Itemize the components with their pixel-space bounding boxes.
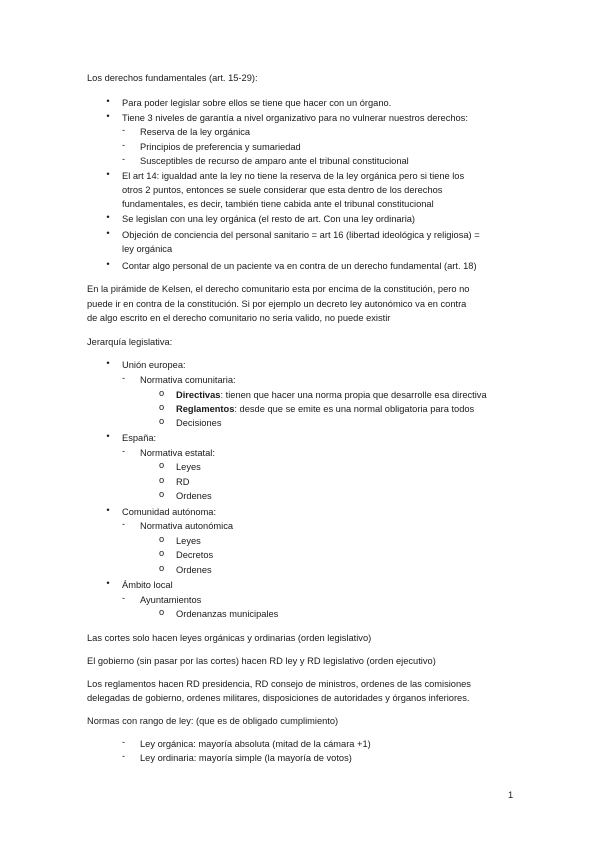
- bullet: •: [106, 169, 110, 179]
- cortes-text: Las cortes solo hacen leyes orgánicas y ordinarias (orden legislativo): [87, 633, 372, 643]
- dash: -: [122, 446, 126, 456]
- rights-bullet: Tiene 3 niveles de garantía a nivel organizativo para no vulnerar nuestros derechos:: [122, 113, 468, 123]
- spain-sub: Normativa estatal:: [140, 448, 215, 458]
- objection-line: ley orgánica: [122, 244, 173, 254]
- bullet: •: [106, 259, 110, 269]
- guarantee-level: Reserva de la ley orgánica: [140, 127, 251, 137]
- reglamentos-line: Los reglamentos hacen RD presidencia, RD consejo de ministros, ordenes de las comisiones: [87, 679, 471, 689]
- circle-bullet: o: [159, 563, 165, 573]
- reglamentos-line: delegadas de gobierno, ordenes militares, disposiciones de autoridades y órganos inferiores.: [87, 693, 470, 703]
- circle-bullet: o: [159, 388, 165, 398]
- dash: -: [122, 140, 126, 150]
- dash: -: [122, 519, 126, 529]
- bullet: •: [106, 358, 110, 368]
- autonomous-sub: Normativa autonómica: [140, 521, 234, 531]
- dash: -: [122, 373, 126, 383]
- bullet: •: [106, 578, 110, 588]
- bullet: •: [106, 228, 110, 238]
- dash: -: [122, 154, 126, 164]
- dash: -: [122, 737, 126, 747]
- normas-item: Ley ordinaria: mayoría simple (la mayoría de votos): [140, 753, 352, 763]
- bullet: •: [106, 505, 110, 515]
- dash: -: [122, 593, 126, 603]
- spain-item: Leyes: [176, 462, 201, 472]
- circle-bullet: o: [159, 460, 165, 470]
- circle-bullet: o: [159, 489, 165, 499]
- rights-title: Los derechos fundamentales (art. 15-29):: [87, 73, 258, 83]
- art14-line: El art 14: igualdad ante la ley no tiene la reserva de la ley orgánica pero si tiene los: [122, 171, 465, 181]
- eu-item: Reglamentos: desde que se emite es una normal obligatoria para todos: [176, 404, 475, 414]
- spain-item: RD: [176, 477, 190, 487]
- circle-bullet: o: [159, 475, 165, 485]
- guarantee-level: Susceptibles de recurso de amparo ante el tribunal constitucional: [140, 156, 409, 166]
- local-sub: Ayuntamientos: [140, 595, 202, 605]
- kelsen-line: En la pirámide de Kelsen, el derecho comunitario esta por encima de la constitución, pero no: [87, 284, 470, 294]
- local-label: Ámbito local: [122, 580, 173, 590]
- local-item: Ordenanzas municipales: [176, 609, 279, 619]
- kelsen-line: puede ir en contra de la constitución. Si por ejemplo un decreto ley autonómico va en contra: [87, 299, 467, 309]
- objection-line: Objeción de conciencia del personal sanitario = art 16 (libertad ideológica y religiosa) =: [122, 230, 480, 240]
- circle-bullet: o: [159, 534, 165, 544]
- autonomous-item: Leyes: [176, 536, 201, 546]
- art14-line: fundamentales, es decir, también tiene cabida ante el tribunal constitucional: [122, 199, 434, 209]
- bullet: •: [106, 431, 110, 441]
- bullet: •: [106, 111, 110, 121]
- dash: -: [122, 751, 126, 761]
- page-number: 1: [508, 790, 514, 800]
- bullet: •: [106, 96, 110, 106]
- eu-sub: Normativa comunitaria:: [140, 375, 236, 385]
- art14-line: otros 2 puntos, entonces se suele considerar que esta dentro de los derechos: [122, 185, 443, 195]
- bullet: •: [106, 212, 110, 222]
- circle-bullet: o: [159, 607, 165, 617]
- autonomous-item: Decretos: [176, 550, 214, 560]
- eu-label: Unión europea:: [122, 360, 186, 370]
- spain-label: España:: [122, 433, 157, 443]
- eu-item: Decisiones: [176, 418, 222, 428]
- organic-law-note: Se legislan con una ley orgánica (el resto de art. Con una ley ordinaria): [122, 214, 416, 224]
- gobierno-text: El gobierno (sin pasar por las cortes) hacen RD ley y RD legislativo (orden ejecutivo): [87, 656, 436, 666]
- guarantee-level: Principios de preferencia y sumariedad: [140, 142, 301, 152]
- normas-item: Ley orgánica: mayoría absoluta (mitad de la cámara +1): [140, 739, 371, 749]
- rights-bullet: Para poder legislar sobre ellos se tiene que hacer con un órgano.: [122, 98, 392, 108]
- kelsen-line: de algo escrito en el derecho comunitario no seria valido, no puede existir: [87, 313, 391, 323]
- eu-item: Directivas: tienen que hacer una norma propia que desarrolle esa directiva: [176, 390, 487, 400]
- autonomous-label: Comunidad autónoma:: [122, 507, 217, 517]
- circle-bullet: o: [159, 548, 165, 558]
- hierarchy-title: Jerarquía legislativa:: [87, 337, 173, 347]
- personal-note: Contar algo personal de un paciente va en contra de un derecho fundamental (art. 18): [122, 261, 477, 271]
- dash: -: [122, 125, 126, 135]
- circle-bullet: o: [159, 416, 165, 426]
- autonomous-item: Ordenes: [176, 565, 212, 575]
- normas-title: Normas con rango de ley: (que es de obligado cumplimiento): [87, 716, 339, 726]
- circle-bullet: o: [159, 402, 165, 412]
- spain-item: Ordenes: [176, 491, 212, 501]
